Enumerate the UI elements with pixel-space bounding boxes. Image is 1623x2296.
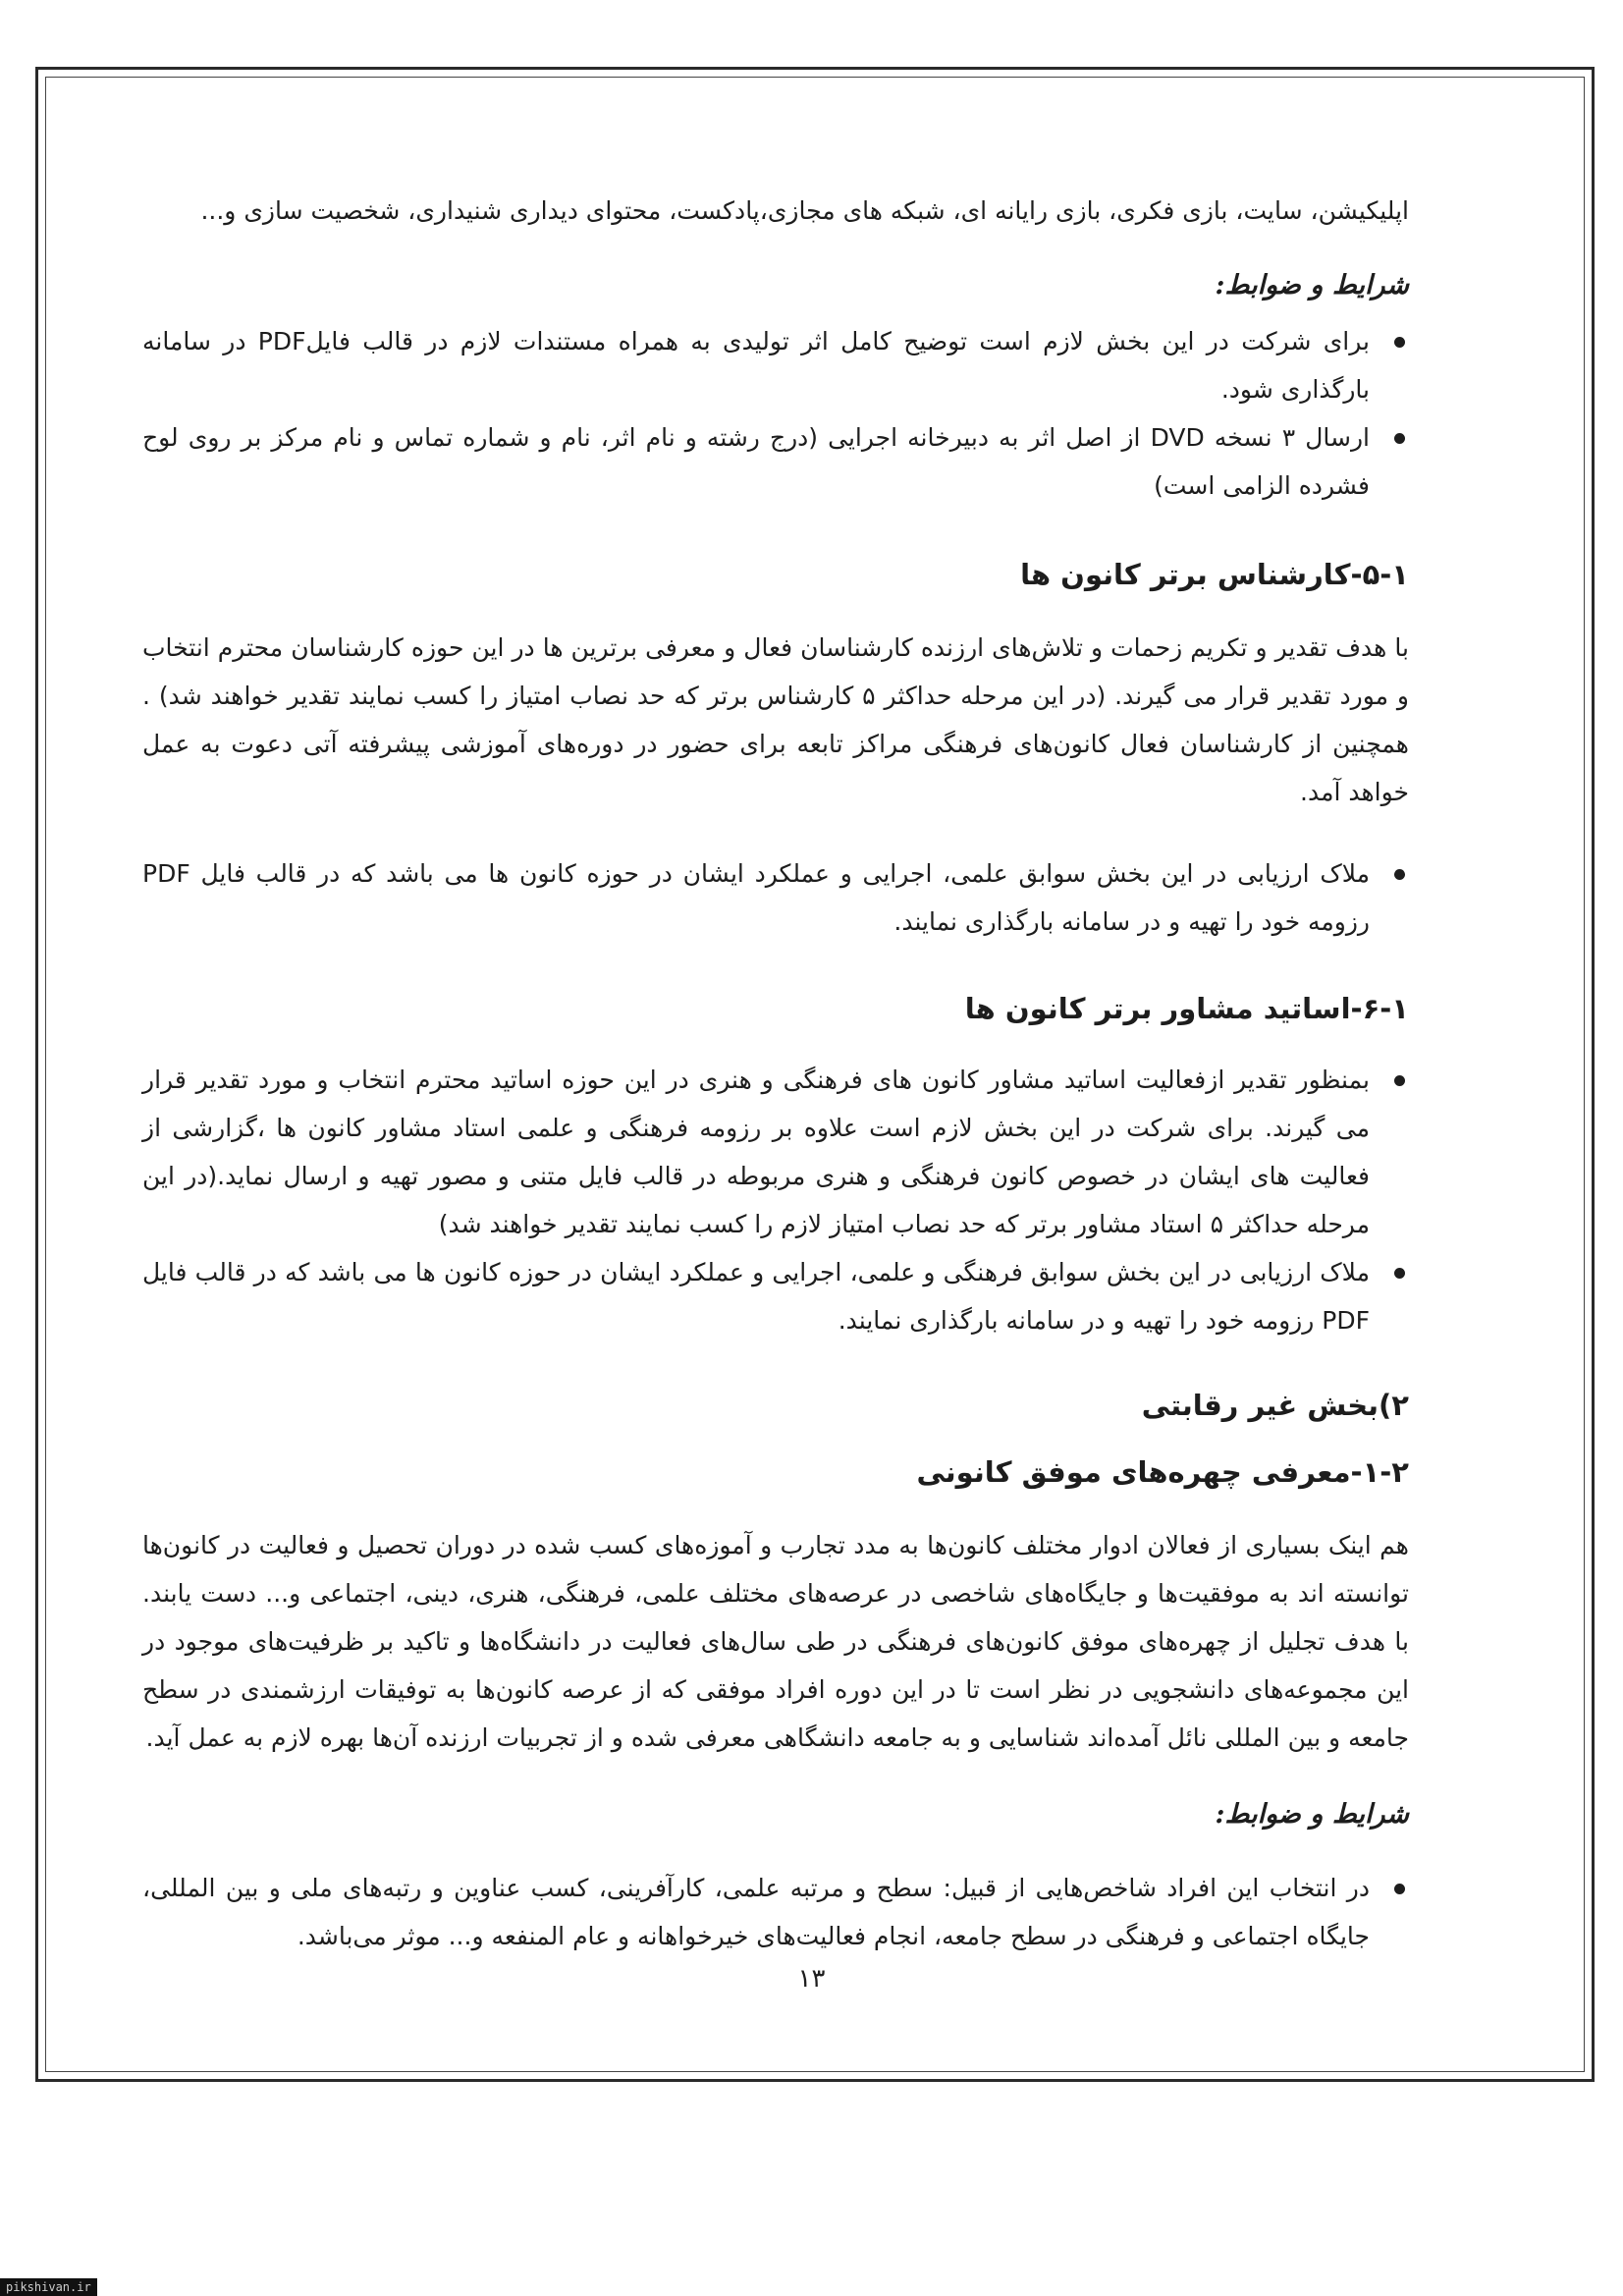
section-paragraph-2-1: هم اینک بسیاری از فعالان ادوار مختلف کانون‌ها به مدد تجارب و آموزه‌های کسب شده در دوران تحصیل و فعالیت در کانون‌ها توانسته اند به موفقیت‌ها و جایگاه‌های شاخصی در عرصه‌های مختلف علمی، فرهنگی، هنری، دینی، اجتماعی و... دست یابند. با هدف تجلیل از چهره‌های موفق کانون‌های فرهنگی در طی سال‌های فعالیت در دانشگاه‌ها و تاکید بر ظرفیت‌های موجود در این مجموعه‌های دانشجویی در نظر است تا در این دوره افراد موفقی که از عرصه کانون‌ها به توفیقات ارزشمندی در سطح جامعه و بین المللی نائل آمده‌اند شناسایی و به جامعه دانشگاهی معرفی شده و از تجربیات ارزنده آن‌ها بهره لازم به عمل آید.	[142, 1531, 1409, 1752]
conditions-heading: شرایط و ضوابط:	[1215, 270, 1409, 301]
conditions-list	[142, 1864, 1409, 1960]
list-item: بمنظور تقدیر ازفعالیت اساتید مشاور کانون های فرهنگی و هنری در این حوزه اساتید محترم انتخاب و مورد تقدیر قرار می گیرند. برای شرکت در این بخش لازم است علاوه بر رزومه فرهنگی و علمی استاد مشاور کانون ها ،گزارشی از فعالیت های ایشان در خصوص کانون فرهنگی و هنری مربوطه در قالب فایل متنی و مصور تهیه و ارسال نماید.(در این مرحله حداکثر ۵ استاد مشاور برتر که حد نصاب امتیاز لازم را کسب نمایند تقدیر خواهند شد)	[142, 1056, 1409, 1248]
conditions-list	[142, 317, 1409, 510]
document-body	[142, 187, 1409, 1960]
section-list-1-6	[142, 1056, 1409, 1344]
list-item: در انتخاب این افراد شاخص‌هایی از قبیل: سطح و مرتبه علمی، کارآفرینی، کسب عناوین و رتبه‌های ملی و بین المللی، جایگاه اجتماعی و فرهنگی در سطح جامعه، انجام فعالیت‌های خیرخواهانه و عام المنفعه و... موثر می‌باشد.	[142, 1864, 1409, 1960]
section-heading-2: ۲)بخش غیر رقابتی	[1141, 1389, 1409, 1422]
section-heading-1-6: ۶-۱-اساتید مشاور برتر کانون ها	[964, 992, 1409, 1025]
intro-line: اپلیکیشن، سایت، بازی فکری، بازی رایانه ای، شبکه های مجازی،پادکست، محتوای دیداری شنیداری، شخصیت سازی و...	[200, 196, 1409, 225]
bullet-icon	[1394, 1268, 1405, 1279]
list-item: ملاک ارزیابی در این بخش سوابق فرهنگی و علمی، اجرایی و عملکرد ایشان در حوزه کانون ها می باشد که در قالب فایل PDF رزومه خود را تهیه و در سامانه بارگذاری نمایند.	[142, 1248, 1409, 1344]
bullet-icon	[1394, 869, 1405, 880]
section-heading-2-1: ۱-۲-معرفی چهره‌های موفق کانونی	[916, 1455, 1409, 1489]
bullet-icon	[1394, 1075, 1405, 1086]
section-list-1-5	[142, 849, 1409, 946]
section-paragraph-1-5: با هدف تقدیر و تکریم زحمات و تلاش‌های ارزنده کارشناسان فعال و معرفی برترین ها در این حوزه کارشناسان محترم انتخاب و مورد تقدیر قرار می گیرند. (در این مرحله حداکثر ۵ کارشناس برتر که حد نصاب امتیاز را کسب نمایند تقدیر خواهند شد) . همچنین از کارشناسان فعال کانون‌های فرهنگی مراکز تابعه برای حضور در دوره‌های آموزشی پیشرفته آتی دعوت به عمل خواهد آمد.	[142, 633, 1410, 806]
bullet-icon	[1394, 337, 1405, 348]
bullet-icon	[1394, 433, 1405, 444]
list-item: ارسال ۳ نسخه DVD از اصل اثر به دبیرخانه اجرایی (درج رشته و نام اثر، نام و شماره تماس و نام مرکز بر روی لوح فشرده الزامی است)	[142, 413, 1409, 510]
section-heading-1-5: ۵-۱-کارشناس برتر کانون ها	[1020, 558, 1409, 591]
bullet-icon	[1394, 1884, 1405, 1894]
page-number: ۱۳	[797, 1964, 826, 1994]
watermark: pikshivan.ir	[0, 2278, 97, 2296]
conditions-heading: شرایط و ضوابط:	[1215, 1799, 1409, 1830]
list-item: ملاک ارزیابی در این بخش سوابق علمی، اجرایی و عملکرد ایشان در حوزه کانون ها می باشد که در قالب فایل PDF رزومه خود را تهیه و در سامانه بارگذاری نمایند.	[142, 849, 1409, 946]
list-item: برای شرکت در این بخش لازم است توضیح کامل اثر تولیدی به همراه مستندات لازم در قالب فایلPDF در سامانه بارگذاری شود.	[142, 317, 1409, 413]
